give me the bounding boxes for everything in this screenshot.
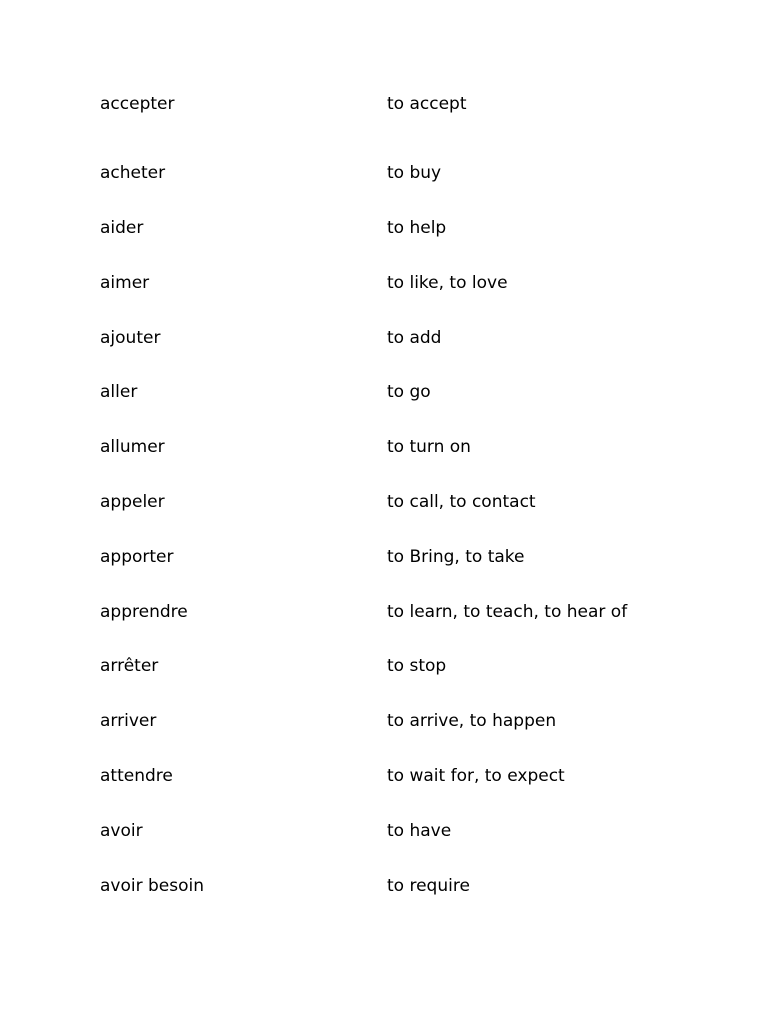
french-term: appeler <box>100 491 165 512</box>
english-translation: to turn on <box>387 437 471 458</box>
vocab-row <box>100 310 700 365</box>
french-term: accepter <box>100 93 175 114</box>
french-term: avoir <box>100 820 143 841</box>
vocab-row <box>100 639 700 694</box>
french-term: ajouter <box>100 327 161 348</box>
french-term: apporter <box>100 546 174 567</box>
vocab-row <box>100 803 700 858</box>
english-translation: to arrive, to happen <box>387 711 557 732</box>
vocab-row <box>100 420 700 475</box>
french-term: attendre <box>100 765 173 786</box>
french-term: aller <box>100 382 138 403</box>
vocab-row <box>100 529 700 584</box>
english-translation: to have <box>387 820 452 841</box>
vocab-row <box>100 91 700 116</box>
vocab-row <box>100 858 700 913</box>
vocabulary-list <box>100 91 700 913</box>
english-translation: to wait for, to expect <box>387 765 565 786</box>
vocab-row <box>100 584 700 639</box>
english-translation: to require <box>387 875 470 896</box>
french-term: arrêter <box>100 656 159 677</box>
english-translation: to call, to contact <box>387 491 536 512</box>
vocab-row <box>100 475 700 530</box>
french-term: apprendre <box>100 601 188 622</box>
english-translation: to stop <box>387 656 447 677</box>
french-term: arriver <box>100 711 157 732</box>
vocab-row <box>100 146 700 201</box>
english-translation: to go <box>387 382 431 403</box>
vocab-row <box>100 694 700 749</box>
vocab-row <box>100 255 700 310</box>
french-term: aider <box>100 217 144 238</box>
french-term: avoir besoin <box>100 875 205 896</box>
french-term: acheter <box>100 163 166 184</box>
vocab-row <box>100 201 700 256</box>
english-translation: to accept <box>387 93 467 114</box>
english-translation: to buy <box>387 163 442 184</box>
english-translation: to help <box>387 217 447 238</box>
english-translation: to Bring, to take <box>387 546 525 567</box>
vocab-row <box>100 365 700 420</box>
english-translation: to like, to love <box>387 272 508 293</box>
english-translation: to learn, to teach, to hear of <box>387 601 628 622</box>
french-term: aimer <box>100 272 150 293</box>
english-translation: to add <box>387 327 442 348</box>
french-term: allumer <box>100 437 165 458</box>
vocab-row <box>100 749 700 804</box>
